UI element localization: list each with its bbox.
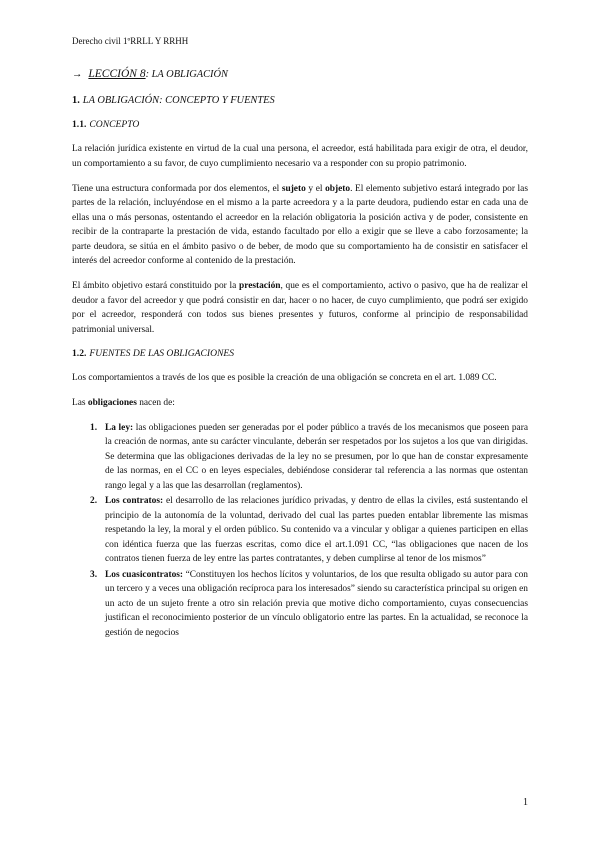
list-item: 1. La ley: las obligaciones pueden ser generadas por el poder público a través de los mecanismos que poseen para la creación de normas, ante su carácter vinculante, deberán ser respetados por los sujetos a los que van dirigidas. Se determina que las obligaciones derivadas de la ley no se presumen, por lo que han de constar expresamente de las normas, en el CC o en leyes especiales, debiéndose considerar tal referencia a las normas que ostentan rango legal y a las que las desarrollan (reglamentos). — [90, 422, 528, 491]
lesson-title — [72, 68, 528, 80]
page-header: Derecho civil 1ºRRLL Y RRHH — [72, 36, 189, 46]
paragraph-objective: El ámbito objetivo estará constituido por la prestación, que es el comportamiento, activo o pasivo, que ha de realizar el deudor a favor del acreedor y que podrá consistir en dar, hacer o no hacer, de cuyo cumplimiento, que podrá ser exigido por el acreedor, responderá con todos sus bienes presentes y futuros, conforme al principio de responsabilidad patrimonial universal. — [72, 281, 528, 335]
section-heading-1-2: 1.2. FUENTES DE LAS OBLIGACIONES — [72, 347, 235, 359]
section-heading-1: 1. LA OBLIGACIÓN: CONCEPTO Y FUENTES — [72, 95, 275, 106]
document-body — [72, 68, 528, 641]
paragraph-structure: Tiene una estructura conformada por dos elementos, el sujeto y el objeto. El elemento subjetivo estará integrado por las partes de la relación, incluyéndose en el mismo a la parte acreedora y a la parte deudora, pudiendo estar en cada una de ellas una o más personas, ostentando el acreedor en la relación obligatoria la posición activa y de poder, consistente en recibir de la contraparte la prestación de vida, estando facultado por ello a exigir que se lleve a cabo forzosamente; la parte deudora, se sitúa en el ámbito pasivo o de beber, de modo que su comportamiento ha de consistir en satisfacer el interés del acreedor conforme al contenido de la prestación. — [72, 183, 528, 266]
paragraph-obligations-arise: Las obligaciones nacen de: — [72, 397, 175, 408]
lesson-label: LECCIÓN 8 — [88, 68, 146, 80]
list-item: 2. Los contratos: el desarrollo de las relaciones jurídico privadas, y dentro de ellas la civiles, está sustentando el principio de la autonomía de la voluntad, derivado del cual las partes pueden entablar libremente las mismas respetando la ley, la moral y el orden público. Su contenido va a vincular y obligar a quienes participen en ellas con idéntica fuerza que las fuerzas escritas, como dice el art.1.091 CC, “las obligaciones que nacen de los contratos tienen fuerza de ley entre las partes contratantes, y deben cumplirse al tenor de los mismos” — [90, 496, 528, 564]
list-item: 3. Los cuasicontratos: “Constituyen los hechos lícitos y voluntarios, de los que resulta obligado su autor para con un tercero y a veces una obligación recíproca para los interesados” siendo su característica principal su origen en un acto de un sujeto frente a otro sin relación previa que motive dicho comportamiento, cuyas consecuencias justifican el reconocimiento posterior de un vínculo obligatorio entre las partes. En la actualidad, se reconoce la gestión de negocios — [90, 569, 528, 638]
page-number: 1 — [523, 797, 528, 808]
sources-list — [72, 421, 528, 641]
paragraph-concept-definition: La relación jurídica existente en virtud de la cual una persona, el acreedor, está habilitada para exigir de otra, el deudor, un comportamiento a su favor, de cuyo cumplimiento necesario va a responder con su propio patrimonio. — [72, 144, 528, 169]
section-heading-1-1: 1.1. CONCEPTO — [72, 119, 140, 130]
paragraph-sources-intro: Los comportamientos a través de los que es posible la creación de una obligación se concreta en el art. 1.089 CC. — [72, 372, 497, 383]
lesson-subtitle: : LA OBLIGACIÓN — [145, 69, 228, 80]
arrow-icon: → — [72, 69, 83, 80]
